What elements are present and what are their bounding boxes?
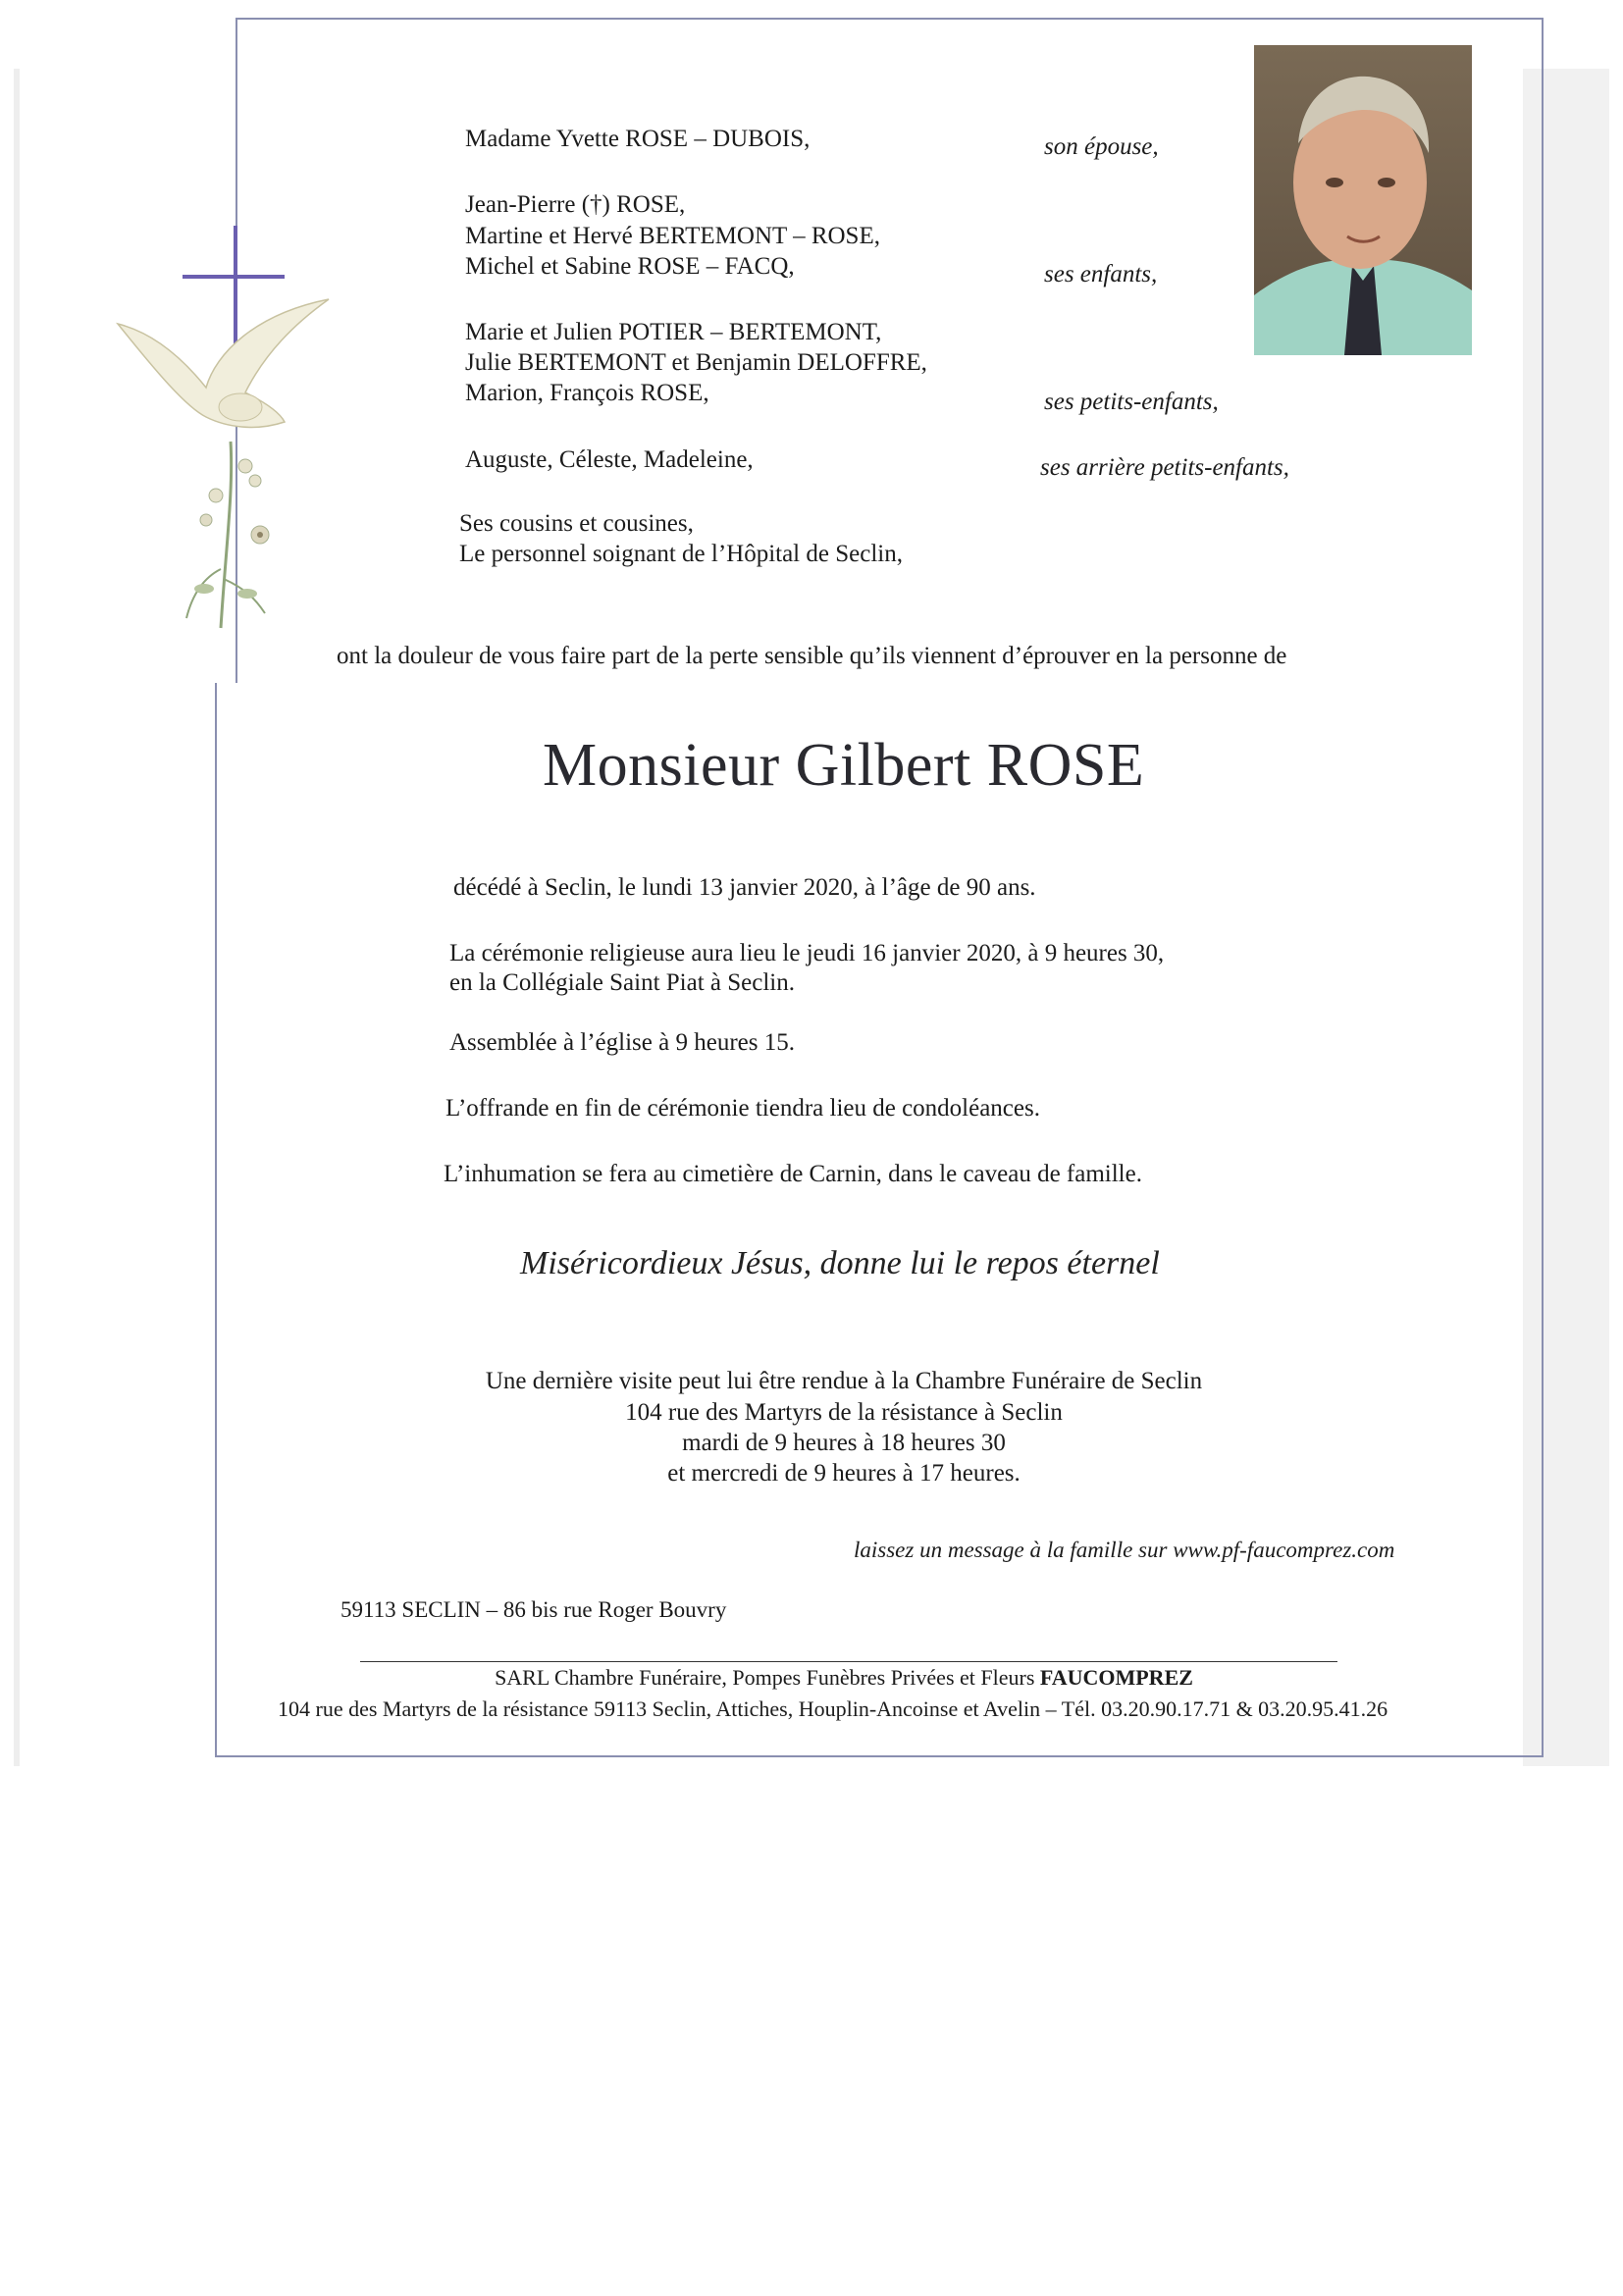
footer-company-name: FAUCOMPREZ [1039,1665,1193,1690]
offering-note: L’offrande en fin de cérémonie tiendra lieu de condoléances. [445,1095,1040,1122]
role-children: ses enfants, [1044,261,1158,287]
footer-company [353,1665,1335,1691]
dove-flower-icon [108,294,343,648]
cross-icon-horizontal [183,275,285,279]
prayer-line: Miséricordieux Jésus, donne lui le repos éternel [520,1245,1160,1281]
frame-border-bottom [215,1755,1544,1757]
role-spouse: son épouse, [1044,133,1159,160]
grandchild-2: Julie BERTEMONT et Benjamin DELOFFRE, [465,349,927,376]
child-1: Jean-Pierre (†) ROSE, [465,191,686,218]
visit-line-4: et mercredi de 9 heures à 17 heures. [667,1460,1021,1487]
others-2: Le personnel soignant de l’Hôpital de Seclin, [459,541,903,567]
deceased-name: Monsieur Gilbert ROSE [543,732,1145,799]
footer-contact: 104 rue des Martyrs de la résistance 59113 Seclin, Attiches, Houplin-Ancoinse et Avelin – Tél. 03.20.90.17.71 & 03.20.95.41.26 [278,1696,1388,1721]
footer-company-prefix: SARL Chambre Funéraire, Pompes Funèbres Privées et Fleurs [495,1665,1040,1690]
scan-edge-right [1523,69,1609,1766]
frame-border-top [236,18,1544,20]
scan-edge-left [14,69,20,1766]
child-3: Michel et Sabine ROSE – FACQ, [465,253,795,280]
message-note: laissez un message à la famille sur www.pf-faucomprez.com [854,1538,1395,1562]
assembly-time: Assemblée à l’église à 9 heures 15. [449,1029,795,1056]
address-left: 59113 SECLIN – 86 bis rue Roger Bouvry [340,1597,727,1622]
visit-line-2: 104 rue des Martyrs de la résistance à Seclin [625,1399,1063,1426]
portrait-photo [1254,45,1472,355]
ceremony-line-2: en la Collégiale Saint Piat à Seclin. [449,969,796,996]
ceremony-line-1: La cérémonie religieuse aura lieu le jeudi 16 janvier 2020, à 9 heures 30, [449,940,1165,966]
spouse-name: Madame Yvette ROSE – DUBOIS, [465,126,811,152]
announcement-text: ont la douleur de vous faire part de la perte sensible qu’ils viennent d’éprouver en la personne de [337,643,1287,669]
death-notice: décédé à Seclin, le lundi 13 janvier 2020, à l’âge de 90 ans. [453,874,1036,901]
grandchild-1: Marie et Julien POTIER – BERTEMONT, [465,319,882,345]
role-great-grandchildren: ses arrière petits-enfants, [1040,454,1289,481]
frame-border-left-lower [215,683,217,1757]
visit-line-1: Une dernière visite peut lui être rendue à la Chambre Funéraire de Seclin [485,1368,1203,1394]
role-grandchildren: ses petits-enfants, [1044,389,1219,415]
great-grandchildren: Auguste, Céleste, Madeleine, [465,446,754,473]
visit-line-3: mardi de 9 heures à 18 heures 30 [682,1430,1006,1456]
child-2: Martine et Hervé BERTEMONT – ROSE, [465,223,880,249]
footer-divider [360,1661,1337,1662]
frame-border-right [1542,18,1544,1756]
others-1: Ses cousins et cousines, [459,510,694,537]
burial-note: L’inhumation se fera au cimetière de Carnin, dans le caveau de famille. [444,1161,1142,1187]
grandchild-3: Marion, François ROSE, [465,380,709,406]
